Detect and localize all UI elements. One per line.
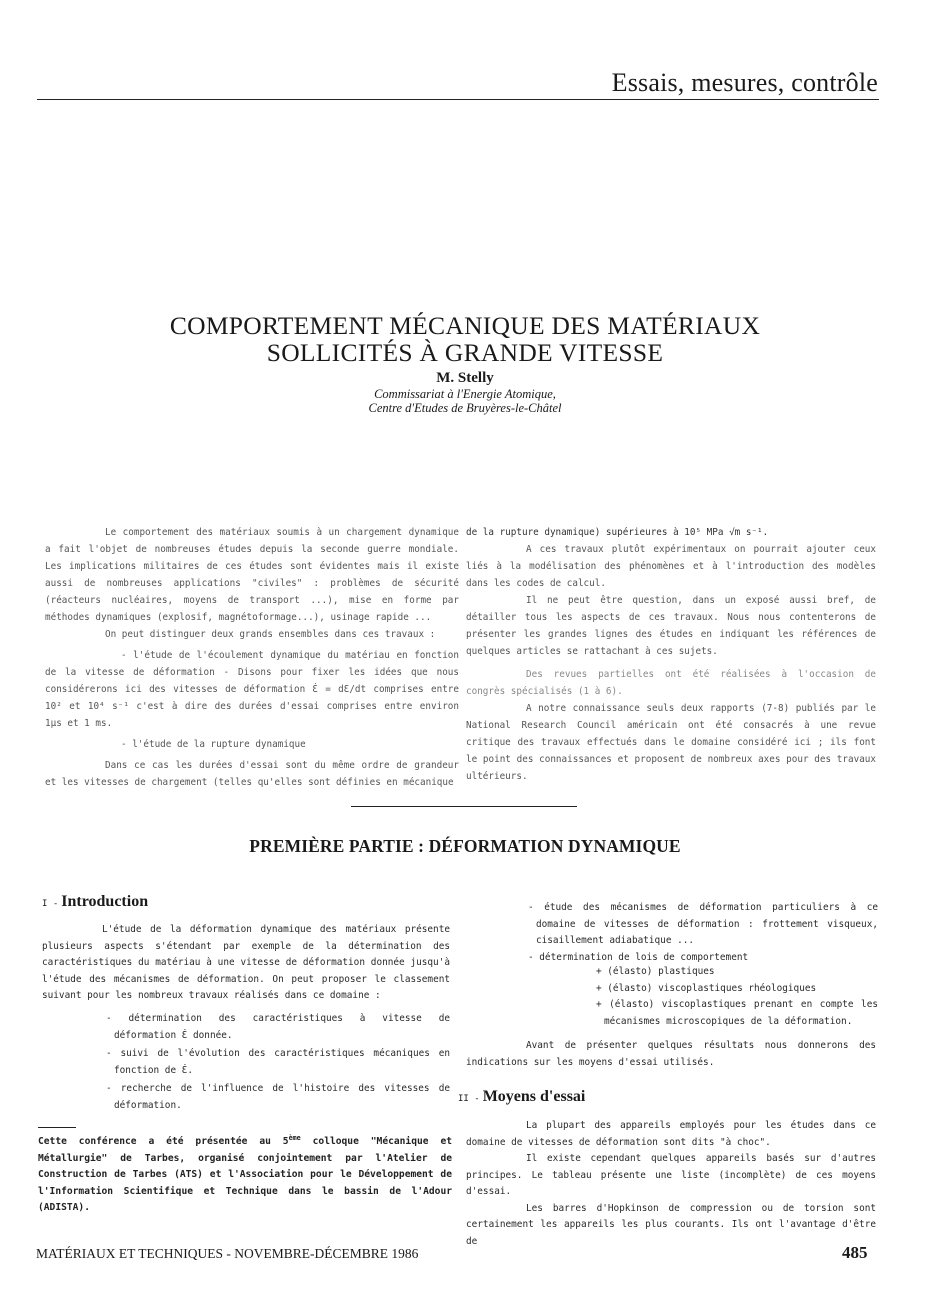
list-item: - recherche de l'influence de l'histoire des vitesses de déformation. (106, 1083, 450, 1111)
body-paragraph: Il existe cependant quelques appareils basés sur d'autres principes. Le tableau présente une liste (incomplète) de ces moyens d'essai. (466, 1153, 876, 1197)
affiliation-line-2: Centre d'Etudes de Bruyères-le-Châtel (368, 401, 562, 415)
body-paragraph: Les barres d'Hopkinson de compression ou de torsion sont certainement les appareils les plus courants. Ils ont l'avantage d'être de (466, 1202, 876, 1247)
abstract-right-column (466, 524, 876, 785)
abstract-text: et (69, 701, 81, 712)
list-item: + (élasto) plastiques (596, 966, 715, 977)
author: M. Stelly (436, 370, 494, 386)
list-item: - étude des mécanismes de déformation particuliers à ce domaine de vitesses de déformation : frottement visqueux, cisaillement adiabatique ... (528, 902, 878, 946)
abstract-paragraph: Dans ce cas les durées d'essai sont du même ordre de grandeur et les vitesses de chargement (telles qu'elles sont définies en mécanique (45, 760, 459, 788)
body-paragraph: L'étude de la déformation dynamique des matériaux présente plusieurs aspects s'étendant par exemple de la détermination des caractéristiques du matériau à une vitesse de déformation donnée jusqu'à l'étude des mécanismes de déformation. On peut proposer le classement suivant pour les nombreux travaux réalisés dans ce domaine : (42, 924, 450, 1001)
strain-rate-high: 10⁴ s⁻¹ (87, 701, 129, 712)
title-line-2: SOLLICITÉS À GRANDE VITESSE (266, 338, 664, 367)
footnote (38, 1134, 452, 1217)
running-title: Essais, mesures, contrôle (611, 68, 878, 97)
abstract-paragraph: Des revues partielles ont été réalisées à l'occasion de congrès spécialisés (1 à 6). (466, 669, 876, 697)
footer-journal: MATÉRIAUX ET TECHNIQUES - NOVEMBRE-DÉCEMBRE 1986 (36, 1246, 419, 1261)
list-item: + (élasto) viscoplastiques rhéologiques (596, 982, 817, 994)
list-item: - suivi de l'évolution des caractéristiques mécaniques en fonction de Ɛ̇. (106, 1048, 450, 1076)
affiliation-line-1: Commissariat à l'Energie Atomique, (374, 387, 556, 401)
abstract-paragraph: de la rupture dynamique) supérieures à 10⁵ MPa √m s⁻¹. (466, 527, 769, 538)
abstract-paragraph: A notre connaissance seuls deux rapports (7-8) publiés par le National Research Council américain ont été consacrés à une revue critique des travaux effectués dans le domaine considéré ici ; ils font le point des connaissances et proposent de nombreux axes pour des travaux ultérieurs. (466, 703, 876, 782)
list-item: - détermination des caractéristiques à vitesse de déformation Ɛ̇ donnée. (106, 1013, 450, 1041)
section-divider (351, 806, 577, 807)
right-column-list (522, 900, 878, 966)
title-line-1: COMPORTEMENT MÉCANIQUE DES MATÉRIAUX (169, 311, 761, 340)
strain-rate-low: 10² (45, 701, 62, 712)
abstract-paragraph: Il ne peut être question, dans un exposé aussi bref, de détailler tous les aspects de ces travaux. Nous nous contenterons de présenter les grandes lignes des études en indiquant les références de quelques articles se rattachant à ces sujets. (466, 595, 876, 657)
abstract-paragraph (45, 647, 459, 732)
section-title: Introduction (61, 893, 149, 910)
list-item: - détermination de lois de comportement (528, 951, 749, 963)
abstract-paragraph: On peut distinguer deux grands ensembles dans ces travaux : (105, 629, 436, 640)
footnote-rule (38, 1127, 76, 1128)
behaviour-laws-sublist (590, 964, 878, 1030)
section-heading-introduction (42, 893, 148, 911)
section-title: Moyens d'essai (482, 1088, 586, 1105)
abstract-paragraph: - l'étude de la rupture dynamique (121, 739, 306, 750)
abstract-left-column (45, 524, 459, 791)
introduction-paragraph (42, 922, 450, 1005)
body-paragraph: La plupart des appareils employés pour les études dans ce domaine de vitesses de déformation sont dits "à choc". (466, 1120, 876, 1148)
article-title (0, 312, 930, 366)
abstract-paragraph: A ces travaux plutôt expérimentaux on pourrait ajouter ceux liés à la modélisation des phénomènes et à l'introduction des modèles dans les codes de calcul. (466, 544, 876, 589)
header-rule (37, 99, 879, 100)
introduction-closing (466, 1038, 876, 1071)
introduction-list (100, 1011, 450, 1114)
footnote-superscript: ème (288, 1133, 301, 1142)
section-heading-moyens-essai (458, 1088, 585, 1106)
page-number: 485 (842, 1243, 868, 1262)
footnote-text: Cette conférence a été présentée au 5 (38, 1136, 289, 1147)
abstract-text: - l'étude de l'écoulement dynamique du matériau en fonction de la vitesse de déformation - Disons pour fixer les idées que nous considérerons ici des vitesses de déformation Ɛ̇ = dƐ/dt comprises entre (45, 650, 459, 695)
footnote-text: colloque "Mécanique et Métallurgie" de Tarbes, organisé conjointement par l'Atelier de Construction de Tarbes (ATS) et l'Association pour le Développement de l'Information Scientifique et Technique dans le bassin de l'Adour (ADISTA). (38, 1136, 452, 1213)
part-title: PREMIÈRE PARTIE : DÉFORMATION DYNAMIQUE (249, 836, 681, 856)
abstract-text: c'est à dire des durées d'essai comprises entre environ 1μs et 1 ms. (45, 701, 459, 729)
moyens-essai-text (466, 1118, 876, 1250)
abstract-paragraph: Le comportement des matériaux soumis à un chargement dynamique a fait l'objet de nombreuses études depuis la seconde guerre mondiale. Les implications militaires de ces études sont évidentes mais il existe aussi de nombreuses applications "civiles" : problèmes de sécurité (réacteurs nucléaires, moyens de transport ...), mise en forme par méthodes dynamiques (explosif, magnétoformage...), usinage rapide ... (45, 527, 459, 623)
section-number: II - (458, 1094, 480, 1104)
body-paragraph: Avant de présenter quelques résultats nous donnerons des indications sur les moyens d'essai utilisés. (466, 1040, 876, 1068)
list-item: + (élasto) viscoplastiques prenant en compte les mécanismes microscopiques de la déformation. (596, 999, 878, 1027)
section-number: I - (42, 899, 59, 909)
